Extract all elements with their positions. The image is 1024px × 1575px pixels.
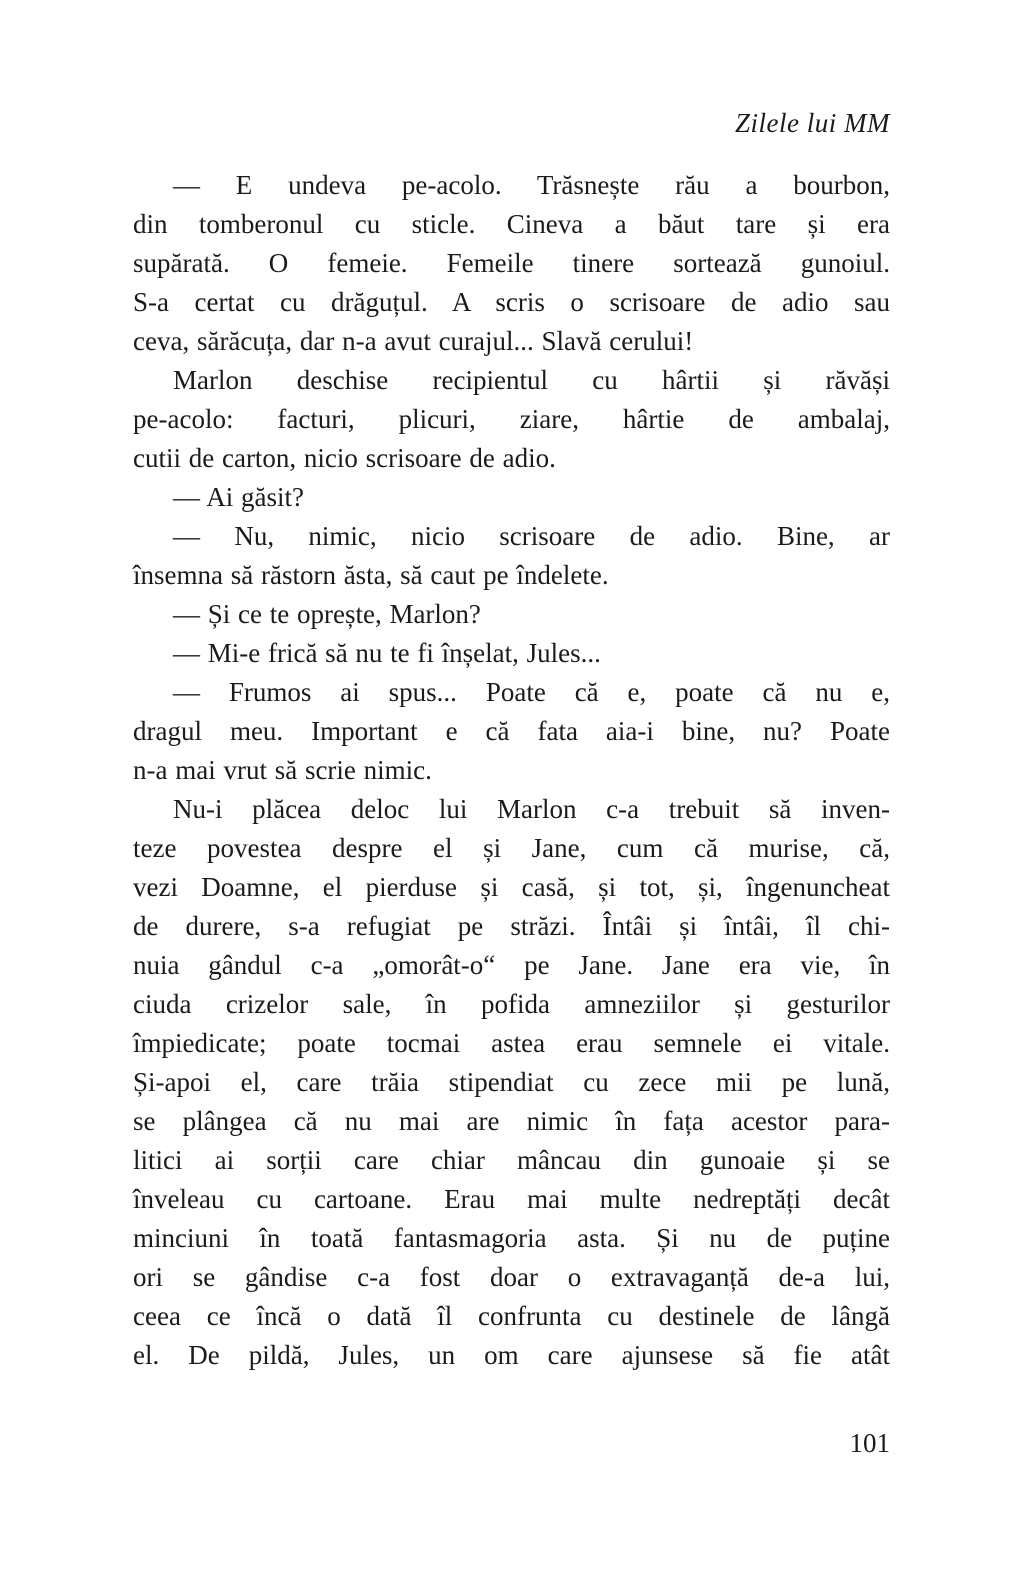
text-line: împiedicate; poate tocmai astea erau semnele ei vitale. [133, 1028, 890, 1058]
text-line: ceea ce încă o dată îl confrunta cu destinele de lângă [133, 1301, 890, 1331]
text-line: — Frumos ai spus... Poate că e, poate că nu e, [173, 677, 890, 707]
text-line: — Și ce te oprește, Marlon? [173, 599, 481, 629]
page-text [133, 166, 890, 1375]
running-header: Zilele lui MM [735, 108, 890, 138]
text-line: dragul meu. Important e că fata aia-i bine, nu? Poate [133, 716, 890, 746]
text-line: Marlon deschise recipientul cu hârtii și răvăși [173, 365, 890, 395]
text-line: se plângea că nu mai are nimic în fața acestor para- [133, 1106, 890, 1136]
text-line: din tomberonul cu sticle. Cineva a băut tare și era [133, 209, 890, 239]
page-number: 101 [849, 1428, 890, 1458]
text-line: litici ai sorții care chiar mâncau din gunoaie și se [133, 1145, 890, 1175]
text-line: — Ai găsit? [173, 482, 304, 512]
text-line: vezi Doamne, el pierduse și casă, și tot, și, îngenuncheat [133, 872, 890, 902]
text-line: Nu-i plăcea deloc lui Marlon c-a trebuit să inven- [173, 794, 890, 824]
text-line: teze povestea despre el și Jane, cum că murise, că, [133, 833, 890, 863]
text-line: el. De pildă, Jules, un om care ajunsese să fie atât [133, 1340, 890, 1370]
text-line: minciuni în toată fantasmagoria asta. Și nu de puține [133, 1223, 890, 1253]
text-line: Și-apoi el, care trăia stipendiat cu zece mii pe lună, [133, 1067, 890, 1097]
text-line: pe-acolo: facturi, plicuri, ziare, hârtie de ambalaj, [133, 404, 890, 434]
text-line: — Mi-e frică să nu te fi înșelat, Jules... [173, 638, 601, 668]
text-line: S-a certat cu drăguțul. A scris o scrisoare de adio sau [133, 287, 890, 317]
text-line: nuia gândul c-a „omorât-o“ pe Jane. Jane era vie, în [133, 950, 890, 980]
text-line: cutii de carton, nicio scrisoare de adio. [133, 443, 556, 473]
text-line: ceva, sărăcuța, dar n-a avut curajul... Slavă cerului! [133, 326, 694, 356]
text-line: însemna să răstorn ăsta, să caut pe îndelete. [133, 560, 609, 590]
text-line: — Nu, nimic, nicio scrisoare de adio. Bine, ar [173, 521, 890, 551]
text-line: înveleau cu cartoane. Erau mai multe nedreptăți decât [133, 1184, 890, 1214]
text-line: ori se gândise c-a fost doar o extravaganță de-a lui, [133, 1262, 890, 1292]
text-line: — E undeva pe-acolo. Trăsnește rău a bourbon, [173, 170, 890, 200]
text-line: ciuda crizelor sale, în pofida amneziilor și gesturilor [133, 989, 890, 1019]
text-line: supărată. O femeie. Femeile tinere sortează gunoiul. [133, 248, 890, 278]
text-line: de durere, s-a refugiat pe străzi. Întâi și întâi, îl chi- [133, 911, 890, 941]
text-line: n-a mai vrut să scrie nimic. [133, 755, 432, 785]
